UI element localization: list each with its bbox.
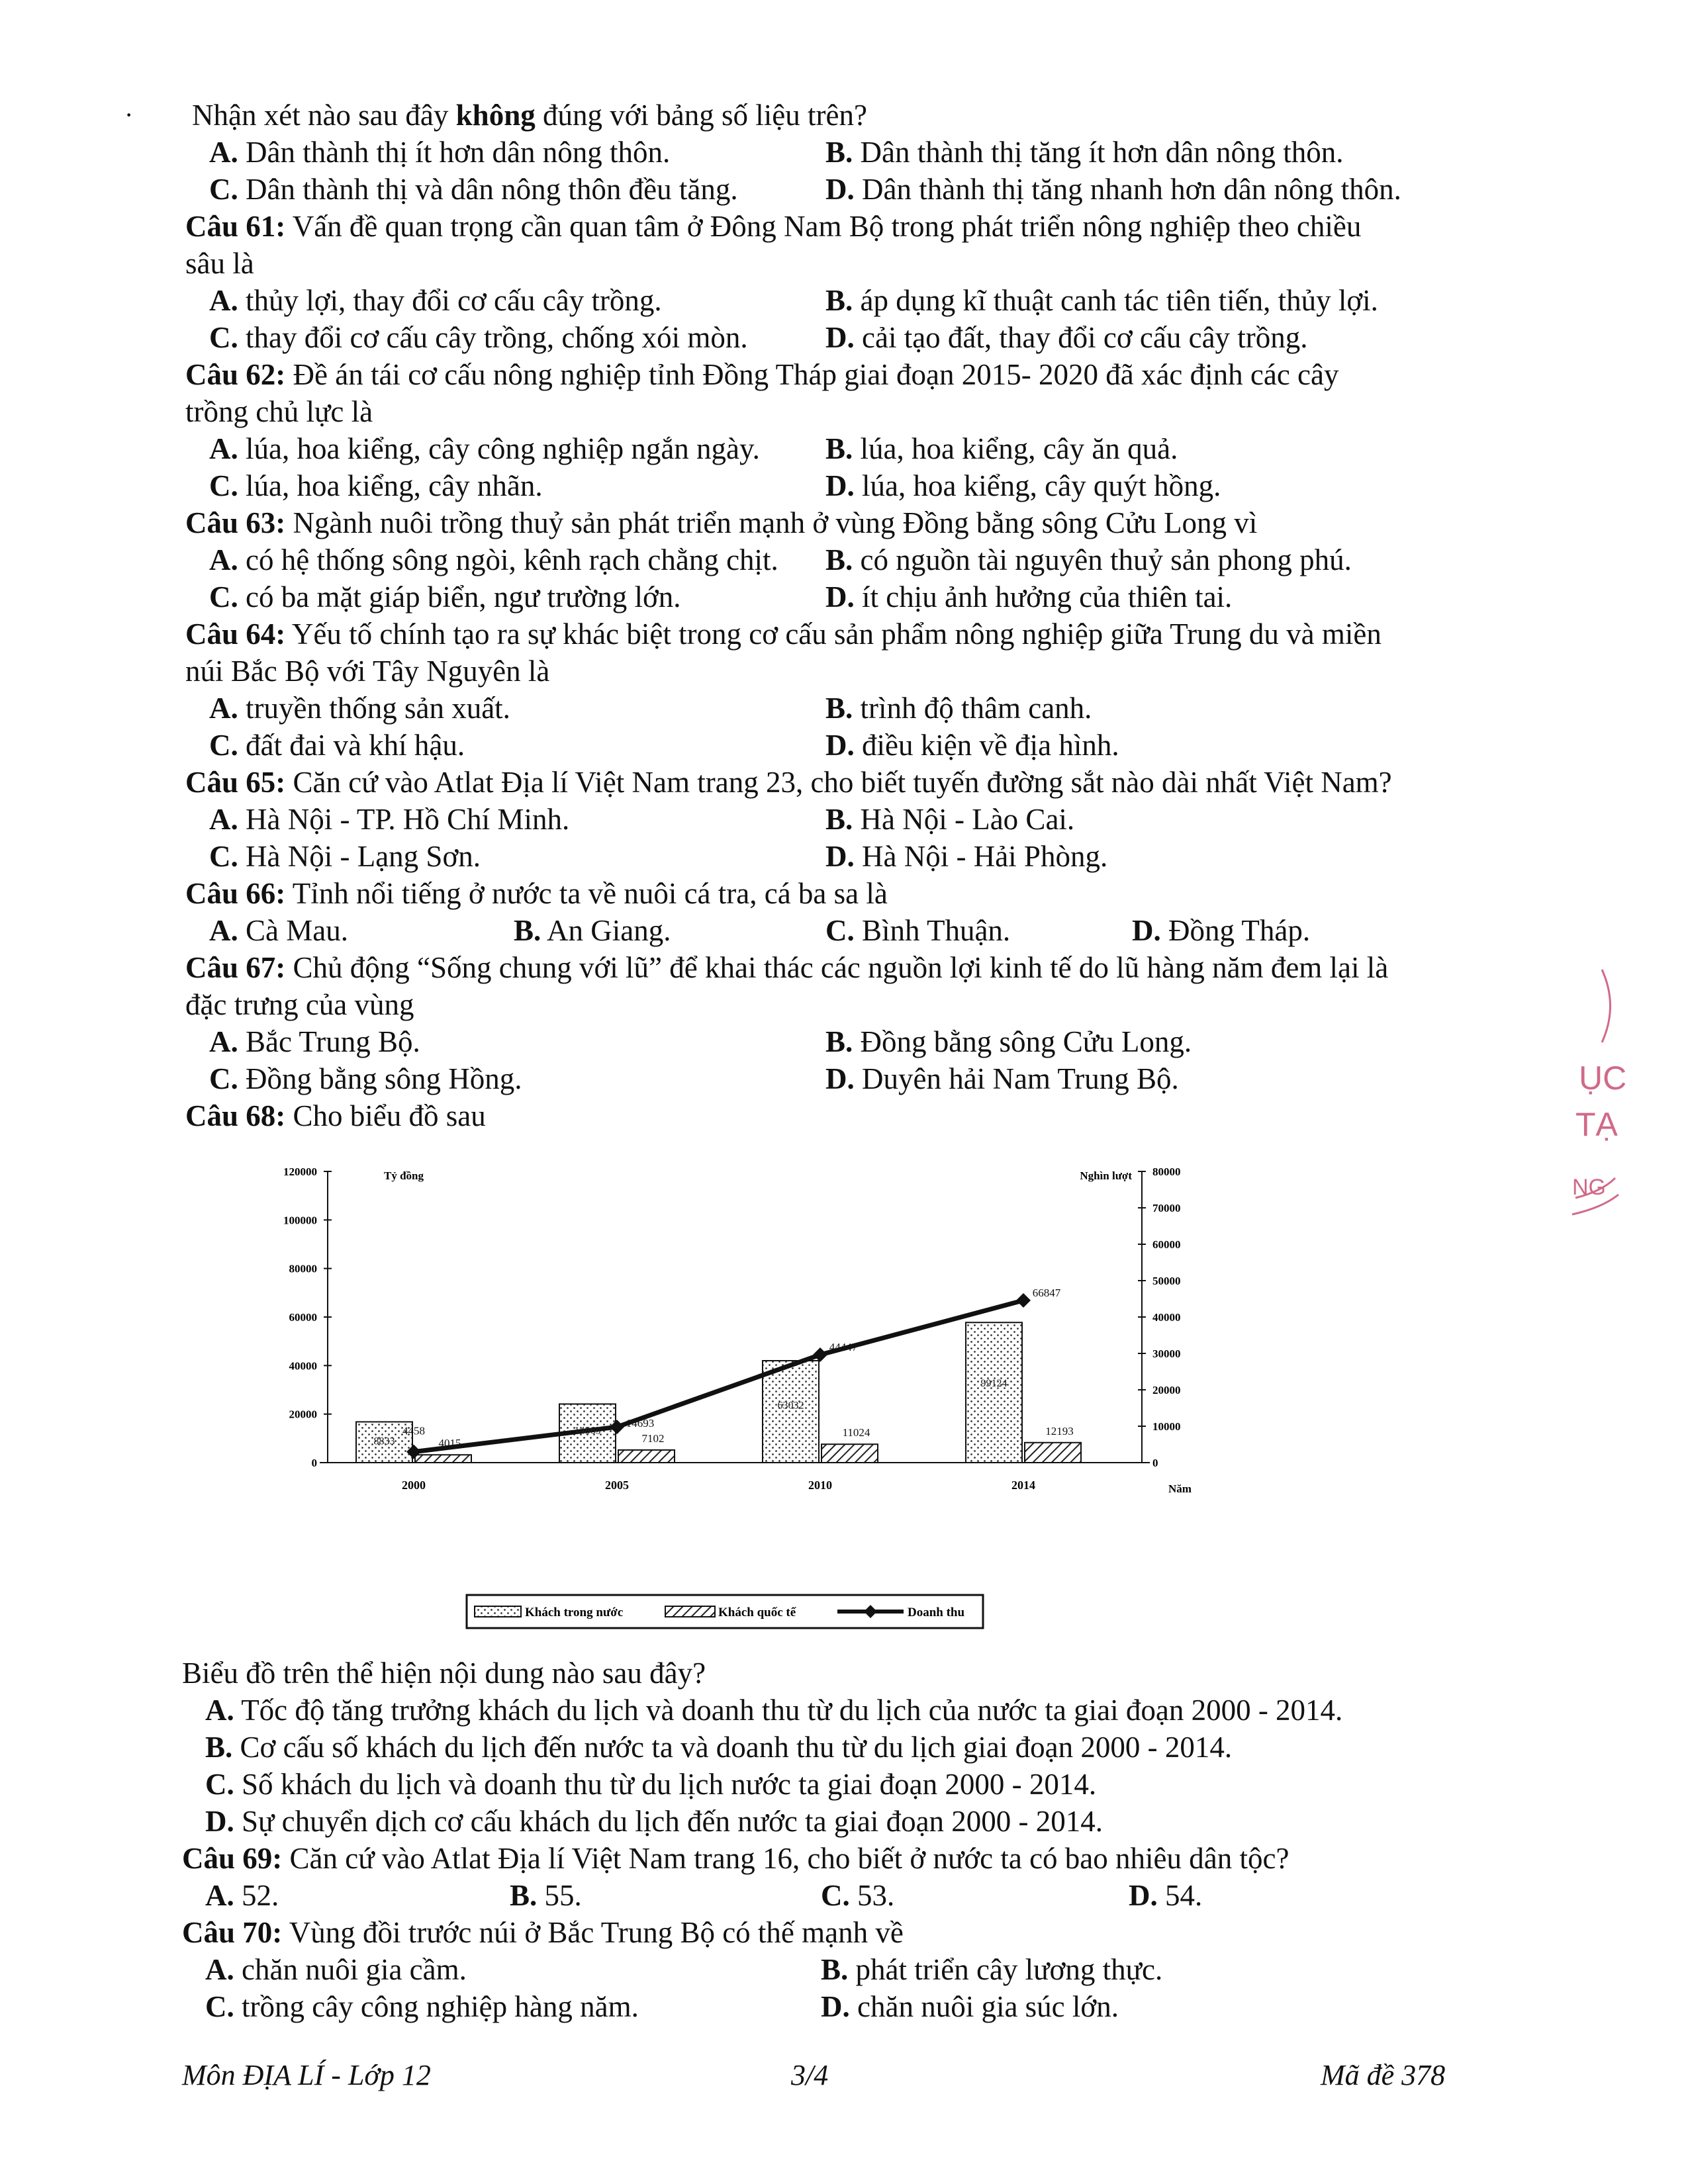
x-tick-label: 2000 — [402, 1479, 426, 1492]
stamp-text-3: NG — [1572, 1175, 1606, 1200]
question-64: Câu 64: Yếu tố chính tạo ra sự khác biệt trong cơ cấu sản phẩm nông nghiệp giữa Trung du và miền — [185, 617, 1382, 651]
intro-option-a[interactable]: A. Dân thành thị ít hơn dân nông thôn. — [209, 136, 671, 169]
footer-page-number: 3/4 — [791, 2059, 829, 2091]
q66-option-a[interactable]: A. Cà Mau. — [209, 914, 348, 947]
q61-option-d[interactable]: D. cải tạo đất, thay đổi cơ cấu cây trồng. — [825, 321, 1308, 354]
right-tick-label: 40000 — [1152, 1311, 1181, 1324]
q62-option-b[interactable]: B. lúa, hoa kiểng, cây ăn quả. — [825, 432, 1178, 465]
legend-swatch-khach-trong-nuoc — [475, 1606, 521, 1617]
q61-option-b[interactable]: B. áp dụng kĩ thuật canh tác tiên tiến, thủy lợi. — [825, 284, 1378, 317]
bar-khach-quoc-te — [415, 1455, 471, 1463]
q70-option-c[interactable]: C. trồng cây công nghiệp hàng năm. — [205, 1990, 639, 2023]
q66-option-b[interactable]: B. An Giang. — [514, 914, 671, 947]
q68-option-b[interactable]: B. Cơ cấu số khách du lịch đến nước ta và doanh thu từ du lịch giai đoạn 2000 - 2014. — [205, 1731, 1233, 1764]
bar-label-khach-trong-nuoc: 63032 — [777, 1400, 804, 1412]
question-68-prompt: Biểu đồ trên thể hiện nội dung nào sau đây? — [182, 1657, 706, 1690]
question-69: Câu 69: Căn cứ vào Atlat Địa lí Việt Nam trang 16, cho biết ở nước ta có bao nhiêu dân tộc? — [182, 1842, 1289, 1875]
revenue-label: 66847 — [1032, 1286, 1061, 1299]
right-tick-label: 80000 — [1152, 1165, 1181, 1178]
question-65: Câu 65: Căn cứ vào Atlat Địa lí Việt Nam trang 23, cho biết tuyến đường sắt nào dài nhất Việt Nam? — [185, 766, 1392, 799]
bar-label-khach-trong-nuoc: 8833 — [373, 1435, 395, 1447]
right-tick-label: 70000 — [1152, 1202, 1181, 1214]
x-tick-label: 2005 — [605, 1479, 629, 1492]
intro-option-c[interactable]: C. Dân thành thị và dân nông thôn đều tăng. — [209, 173, 738, 206]
legend-label-khach-trong-nuoc: Khách trong nước — [525, 1606, 624, 1619]
q65-option-d[interactable]: D. Hà Nội - Hải Phòng. — [825, 840, 1108, 873]
q68-option-a[interactable]: A. Tốc độ tăng trưởng khách du lịch và doanh thu từ du lịch của nước ta giai đoạn 2000 - 2014. — [205, 1694, 1343, 1727]
q64-option-b[interactable]: B. trình độ thâm canh. — [825, 692, 1092, 725]
question-61-cont: sâu là — [185, 247, 254, 280]
q69-option-a[interactable]: A. 52. — [205, 1879, 279, 1912]
revenue-label: 14693 — [626, 1417, 655, 1430]
left-tick-label: 20000 — [289, 1408, 317, 1421]
q70-option-a[interactable]: A. chăn nuôi gia cầm. — [205, 1953, 467, 1986]
stamp-seal — [1562, 960, 1622, 1238]
q61-option-c[interactable]: C. thay đổi cơ cấu cây trồng, chống xói mòn. — [209, 321, 748, 354]
question-62: Câu 62: Đề án tái cơ cấu nông nghiệp tỉnh Đồng Tháp giai đoạn 2015- 2020 đã xác định các cây — [185, 358, 1339, 391]
right-tick-label: 50000 — [1152, 1275, 1181, 1287]
bar-label-khach-trong-nuoc: 99124 — [980, 1378, 1008, 1390]
q69-option-c[interactable]: C. 53. — [821, 1879, 895, 1912]
bar-khach-trong-nuoc — [966, 1322, 1022, 1463]
right-tick-label: 30000 — [1152, 1347, 1181, 1360]
revenue-point — [1016, 1293, 1031, 1308]
question-61: Câu 61: Vấn đề quan trọng cần quan tâm ở Đông Nam Bộ trong phát triển nông nghiệp theo chiều — [185, 210, 1362, 243]
bar-label-khach-quoc-te: 4015 — [438, 1437, 461, 1450]
q66-option-c[interactable]: C. Bình Thuận. — [825, 914, 1011, 947]
question-67-cont: đặc trưng của vùng — [185, 988, 414, 1021]
q61-option-a[interactable]: A. thủy lợi, thay đổi cơ cấu cây trồng. — [209, 284, 662, 317]
bar-label-khach-trong-nuoc: 14865 — [574, 1425, 601, 1437]
bar-khach-quoc-te — [1025, 1443, 1081, 1463]
x-axis-title: Năm — [1168, 1482, 1192, 1495]
intro-option-b[interactable]: B. Dân thành thị tăng ít hơn dân nông thôn. — [825, 136, 1344, 169]
bar-khach-quoc-te — [618, 1450, 675, 1463]
revenue-line — [414, 1300, 1023, 1452]
q64-option-d[interactable]: D. điều kiện về địa hình. — [825, 729, 1119, 762]
revenue-point — [813, 1347, 827, 1362]
legend-label-doanh-thu: Doanh thu — [908, 1606, 965, 1619]
q70-option-d[interactable]: D. chăn nuôi gia súc lớn. — [821, 1990, 1119, 2023]
question-66: Câu 66: Tỉnh nổi tiếng ở nước ta về nuôi cá tra, cá ba sa là — [185, 877, 888, 910]
intro-option-d[interactable]: D. Dân thành thị tăng nhanh hơn dân nông thôn. — [825, 173, 1401, 206]
right-axis-title: Nghìn lượt — [1080, 1169, 1132, 1182]
q62-option-a[interactable]: A. lúa, hoa kiểng, cây công nghiệp ngắn ngày. — [209, 432, 760, 465]
bar-label-khach-quoc-te: 11024 — [842, 1426, 870, 1439]
q64-option-c[interactable]: C. đất đai và khí hậu. — [209, 729, 465, 762]
q65-option-c[interactable]: C. Hà Nội - Lạng Sơn. — [209, 840, 481, 873]
question-70: Câu 70: Vùng đồi trước núi ở Bắc Trung Bộ có thế mạnh về — [182, 1916, 904, 1949]
left-tick-label: 100000 — [283, 1214, 317, 1227]
q65-option-b[interactable]: B. Hà Nội - Lào Cai. — [825, 803, 1075, 836]
footer-subject: Môn ĐỊA LÍ - Lớp 12 — [182, 2059, 431, 2091]
question-64-cont: núi Bắc Bộ với Tây Nguyên là — [185, 655, 550, 688]
q63-option-d[interactable]: D. ít chịu ảnh hưởng của thiên tai. — [825, 580, 1233, 614]
q66-option-d[interactable]: D. Đồng Tháp. — [1132, 914, 1311, 947]
q69-option-d[interactable]: D. 54. — [1129, 1879, 1203, 1912]
legend-swatch-khach-quoc-te — [665, 1606, 715, 1617]
left-tick-label: 60000 — [289, 1311, 317, 1324]
q70-option-b[interactable]: B. phát triển cây lương thực. — [821, 1953, 1163, 1986]
right-tick-label: 20000 — [1152, 1384, 1181, 1396]
intro-question: Nhận xét nào sau đây không đúng với bảng số liệu trên? — [192, 99, 867, 132]
bar-label-khach-quoc-te: 12193 — [1045, 1424, 1074, 1437]
q63-option-a[interactable]: A. có hệ thống sông ngòi, kênh rạch chằng chịt. — [209, 543, 778, 576]
question-67: Câu 67: Chủ động “Sống chung với lũ” để khai thác các nguồn lợi kinh tế do lũ hàng năm đem lại là — [185, 951, 1389, 984]
q68-option-d[interactable]: D. Sự chuyển dịch cơ cấu khách du lịch đến nước ta giai đoạn 2000 - 2014. — [205, 1805, 1103, 1838]
q67-option-a[interactable]: A. Bắc Trung Bộ. — [209, 1025, 420, 1058]
q65-option-a[interactable]: A. Hà Nội - TP. Hồ Chí Minh. — [209, 803, 570, 836]
footer-exam-code: Mã đề 378 — [1321, 2059, 1446, 2091]
q63-option-b[interactable]: B. có nguồn tài nguyên thuỷ sản phong phú. — [825, 543, 1352, 576]
x-tick-label: 2010 — [808, 1479, 832, 1492]
left-tick-label: 120000 — [283, 1165, 317, 1178]
left-axis-title: Tỷ đồng — [384, 1169, 424, 1182]
x-tick-label: 2014 — [1011, 1479, 1035, 1492]
question-63: Câu 63: Ngành nuôi trồng thuỷ sản phát triển mạnh ở vùng Đồng bằng sông Cửu Long vì — [185, 506, 1258, 539]
left-tick-label: 40000 — [289, 1359, 317, 1373]
question-68: Câu 68: Cho biểu đồ sau — [185, 1099, 486, 1132]
bar-khach-quoc-te — [821, 1444, 878, 1463]
revenue-label: 4458 — [402, 1424, 425, 1437]
left-tick-label: 0 — [311, 1457, 317, 1469]
q62-option-c[interactable]: C. lúa, hoa kiểng, cây nhãn. — [209, 469, 543, 502]
margin-dot: · — [124, 100, 134, 130]
question-62-cont: trồng chủ lực là — [185, 395, 373, 428]
q67-option-b[interactable]: B. Đồng bằng sông Cửu Long. — [825, 1025, 1192, 1058]
q68-option-c[interactable]: C. Số khách du lịch và doanh thu từ du lịch nước ta giai đoạn 2000 - 2014. — [205, 1768, 1097, 1801]
revenue-label: 44447 — [829, 1341, 858, 1354]
tourism-chart — [252, 1138, 1205, 1641]
stamp-text-1: ỤC — [1579, 1060, 1627, 1097]
stamp-text-2: TẠ — [1575, 1106, 1618, 1143]
q63-option-c[interactable]: C. có ba mặt giáp biển, ngư trường lớn. — [209, 580, 681, 614]
legend-label-khach-quoc-te: Khách quốc tế — [718, 1606, 796, 1619]
q64-option-a[interactable]: A. truyền thống sản xuất. — [209, 692, 510, 725]
left-tick-label: 80000 — [289, 1262, 317, 1275]
bar-khach-trong-nuoc — [763, 1361, 819, 1463]
q67-option-c[interactable]: C. Đồng bằng sông Hồng. — [209, 1062, 522, 1095]
right-tick-label: 0 — [1152, 1457, 1158, 1469]
right-tick-label: 10000 — [1152, 1420, 1181, 1433]
right-tick-label: 60000 — [1152, 1238, 1181, 1251]
bar-label-khach-quoc-te: 7102 — [641, 1432, 665, 1445]
q69-option-b[interactable]: B. 55. — [510, 1879, 582, 1912]
q67-option-d[interactable]: D. Duyên hải Nam Trung Bộ. — [825, 1062, 1179, 1095]
q62-option-d[interactable]: D. lúa, hoa kiểng, cây quýt hồng. — [825, 469, 1221, 502]
